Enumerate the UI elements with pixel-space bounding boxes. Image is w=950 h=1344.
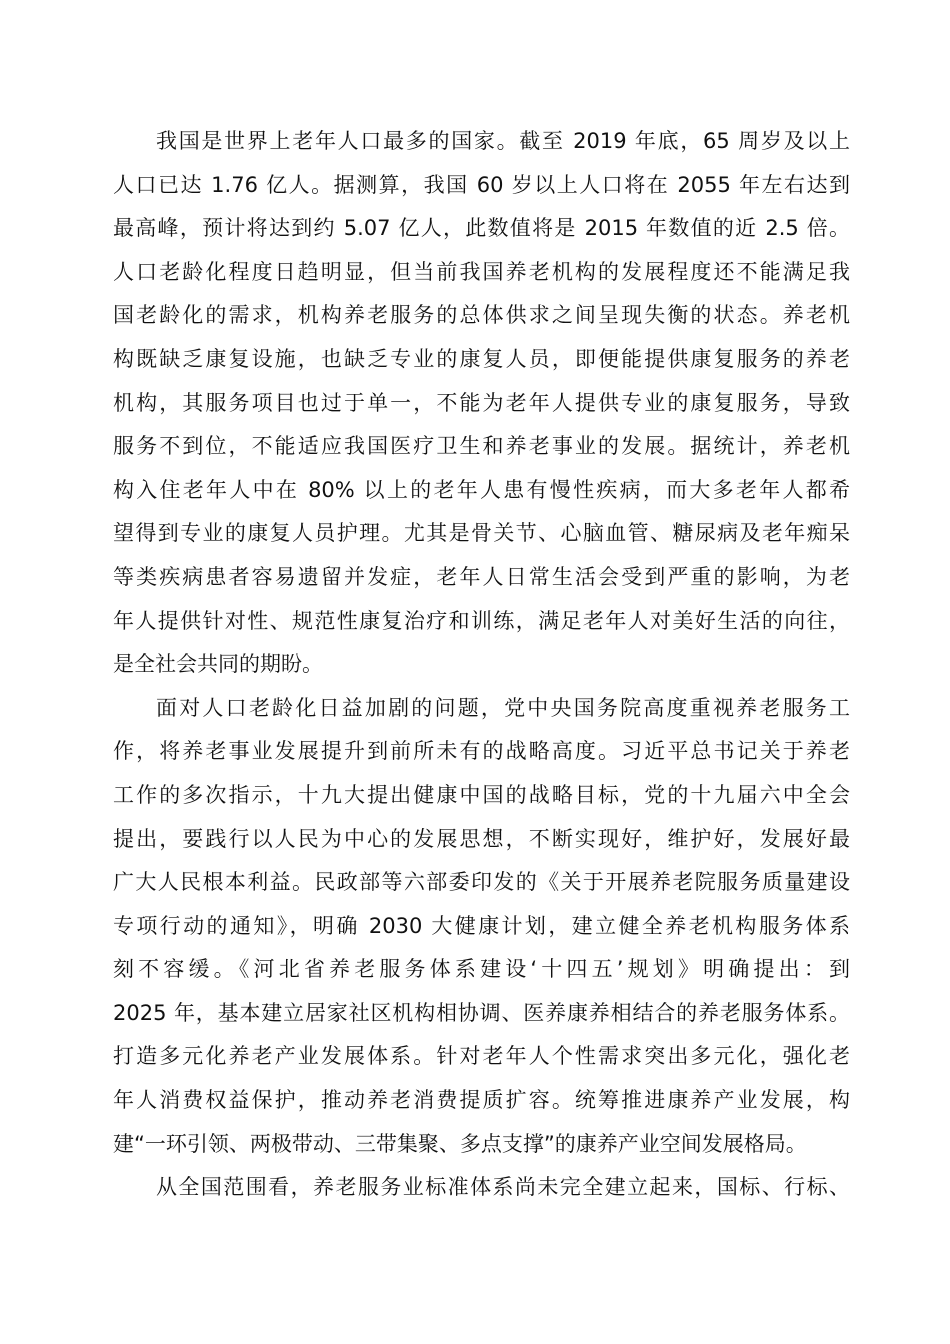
text-line: 人口已达 1.76 亿人。据测算，我国 60 岁以上人口将在 2055 年左右达到 xyxy=(113,172,850,197)
text-line: 国老龄化的需求，机构养老服务的总体供求之间呈现失衡的状态。养老机 xyxy=(113,303,850,328)
text-line: 从全国范围看，养老服务业标准体系尚未完全建立起来，国标、行标、 xyxy=(156,1175,850,1200)
text-line: 最高峰，预计将达到约 5.07 亿人，此数值将是 2015 年数值的近 2.5 倍。 xyxy=(113,216,850,241)
text-line: 2025 年，基本建立居家社区机构相协调、医养康养相结合的养老服务体系。 xyxy=(113,1000,850,1025)
paragraph-2 xyxy=(113,687,850,1167)
text-line: 构入住老年人中在 80% 以上的老年人患有慢性疾病，而大多老年人都希 xyxy=(113,477,850,502)
text-line: 我国是世界上老年人口最多的国家。截至 2019 年底，65 周岁及以上 xyxy=(156,129,850,153)
document-body xyxy=(113,120,850,1210)
text-line: 广大人民根本利益。民政部等六部委印发的《关于开展养老院服务质量建设 xyxy=(113,870,850,895)
text-line: 机构，其服务项目也过于单一，不能为老年人提供专业的康复服务，导致 xyxy=(113,390,850,415)
text-line: 服务不到位，不能适应我国医疗卫生和养老事业的发展。据统计，养老机 xyxy=(113,434,850,459)
text-line: 面对人口老龄化日益加剧的问题，党中央国务院高度重视养老服务工 xyxy=(156,695,850,720)
text-line: 年人消费权益保护，推动养老消费提质扩容。统筹推进康养产业发展，构 xyxy=(113,1088,850,1113)
paragraph-3 xyxy=(113,1166,850,1210)
text-line: 望得到专业的康复人员护理。尤其是骨关节、心脑血管、糖尿病及老年痴呆 xyxy=(113,521,850,546)
paragraph-1 xyxy=(113,120,850,687)
text-line: 作，将养老事业发展提升到前所未有的战略高度。习近平总书记关于养老 xyxy=(113,739,850,764)
text-line: 构既缺乏康复设施，也缺乏专业的康复人员，即便能提供康复服务的养老 xyxy=(113,346,850,371)
text-line: 打造多元化养老产业发展体系。针对老年人个性需求突出多元化，强化老 xyxy=(113,1044,850,1069)
text-line: 专项行动的通知》，明确 2030 大健康计划，建立健全养老机构服务体系 xyxy=(113,913,850,938)
text-line: 工作的多次指示，十九大提出健康中国的战略目标，党的十九届六中全会 xyxy=(113,782,850,807)
text-line: 等类疾病患者容易遗留并发症，老年人日常生活会受到严重的影响，为老 xyxy=(113,564,850,589)
text-line: 人口老龄化程度日趋明显，但当前我国养老机构的发展程度还不能满足我 xyxy=(113,259,850,284)
text-line: 是全社会共同的期盼。 xyxy=(113,652,323,677)
text-line: 刻不容缓。《河北省养老服务体系建设‘十四五’规划》明确提出：到 xyxy=(113,957,850,982)
text-line: 建“一环引领、两极带动、三带集聚、多点支撑”的康养产业空间发展格局。 xyxy=(113,1131,807,1156)
text-line: 提出，要践行以人民为中心的发展思想，不断实现好，维护好，发展好最 xyxy=(113,826,850,851)
text-line: 年人提供针对性、规范性康复治疗和训练，满足老年人对美好生活的向往， xyxy=(113,608,850,633)
